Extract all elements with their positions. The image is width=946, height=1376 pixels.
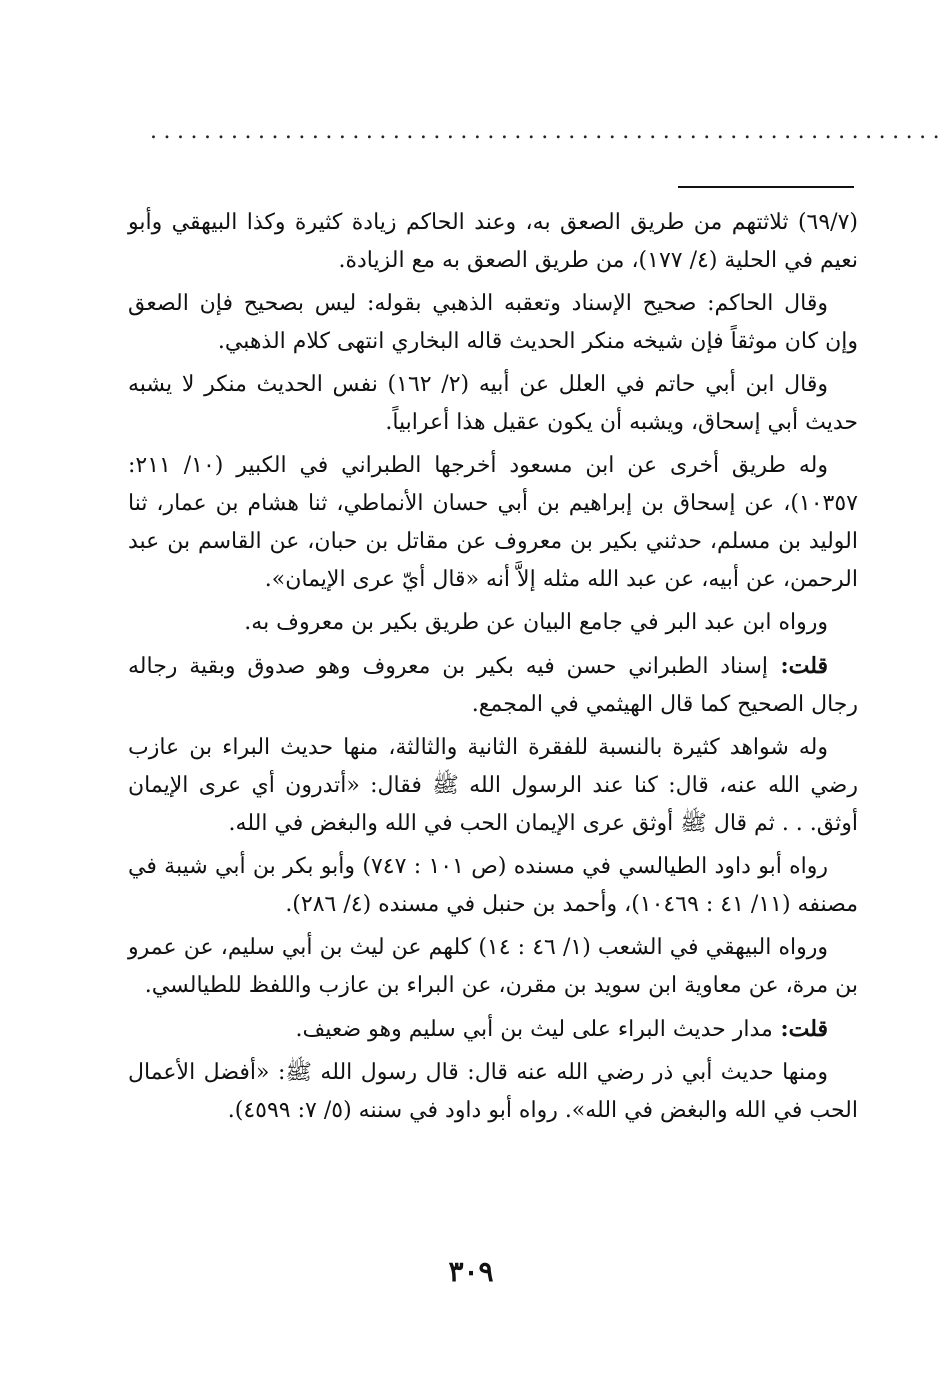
page-number: ٣٠٩ [448, 1255, 494, 1288]
footnote-paragraph-7: وله شواهد كثيرة بالنسبة للفقرة الثانية والثالثة، منها حديث البراء بن عازب رضي الله عنه، قال: كنا عند الرسول الله ﷺ فقال: «أتدرون أي عرى الإيمان أوثق. . . ثم قال ﷺ أوثق عرى الإيمان الحب في الله والبغض في الله. [128, 735, 858, 836]
dotted-separator: ........................................................... [150, 119, 946, 144]
footnote-paragraph-11: ومنها حديث أبي ذر رضي الله عنه قال: قال رسول الله ﷺ: «أفضل الأعمال الحب في الله والبغض في الله». رواه أبو داود في سننه (٥/ ٧: ٤٥٩٩). [128, 1060, 858, 1123]
footnote-paragraph-8: رواه أبو داود الطيالسي في مسنده (ص ١٠١ : ٧٤٧) وأبو بكر بن أبي شيبة في مصنفه (١١/ ٤١ : ١٠٤٦٩)، وأحمد بن حنبل في مسنده (٤/ ٢٨٦). [128, 854, 858, 917]
footnotes-section [128, 204, 858, 1135]
footnote-paragraph-3: وقال ابن أبي حاتم في العلل عن أبيه (٢/ ١٦٢) نفس الحديث منكر لا يشبه حديث أبي إسحاق، ويشبه أن يكون عقيل هذا أعرابياً. [128, 372, 858, 435]
qultu-label: قلت: [772, 1016, 828, 1042]
footnote-rule [678, 186, 854, 188]
qultu-label: قلت: [768, 653, 828, 679]
footnote-paragraph-1: (٦٩/٧) ثلاثتهم من طريق الصعق به، وعند الحاكم زيادة كثيرة وكذا البيهقي وأبو نعيم في الحلية (٤/ ١٧٧)، من طريق الصعق به مع الزيادة. [128, 210, 858, 273]
footnote-paragraph-6 [128, 647, 858, 724]
footnote-paragraph-10-text: مدار حديث البراء على ليث بن أبي سليم وهو ضعيف. [295, 1017, 773, 1042]
footnote-paragraph-5: ورواه ابن عبد البر في جامع البيان عن طريق بكير بن معروف به. [244, 610, 828, 635]
footnote-paragraph-2: وقال الحاكم: صحيح الإسناد وتعقبه الذهبي بقوله: ليس بصحيح فإن الصعق وإن كان موثقاً فإن شيخه منكر الحديث قاله البخاري انتهى كلام الذهبي. [128, 291, 858, 354]
footnote-paragraph-4: وله طريق أخرى عن ابن مسعود أخرجها الطبراني في الكبير (١٠/ ٢١١: ١٠٣٥٧)، عن إسحاق بن إبراهيم بن أبي حسان الأنماطي، ثنا هشام بن عمار، ثنا الوليد بن مسلم، حدثني بكير بن معروف عن مقاتل بن حبان، عن القاسم بن عبد الرحمن، عن أبيه، عن عبد الله مثله إلاَّ أنه «قال أيّ عرى الإيمان». [128, 453, 858, 592]
footnote-paragraph-10 [128, 1010, 858, 1049]
footnote-paragraph-6-text: إسناد الطبراني حسن فيه بكير بن معروف وهو صدوق وبقية رجاله رجال الصحيح كما قال الهيثمي في المجمع. [128, 654, 858, 717]
footnote-paragraph-9: ورواه البيهقي في الشعب (١/ ٤٦ : ١٤) كلهم عن ليث بن أبي سليم، عن عمرو بن مرة، عن معاوية ابن سويد بن مقرن، عن البراء بن عازب واللفظ للطيالسي. [128, 935, 858, 998]
